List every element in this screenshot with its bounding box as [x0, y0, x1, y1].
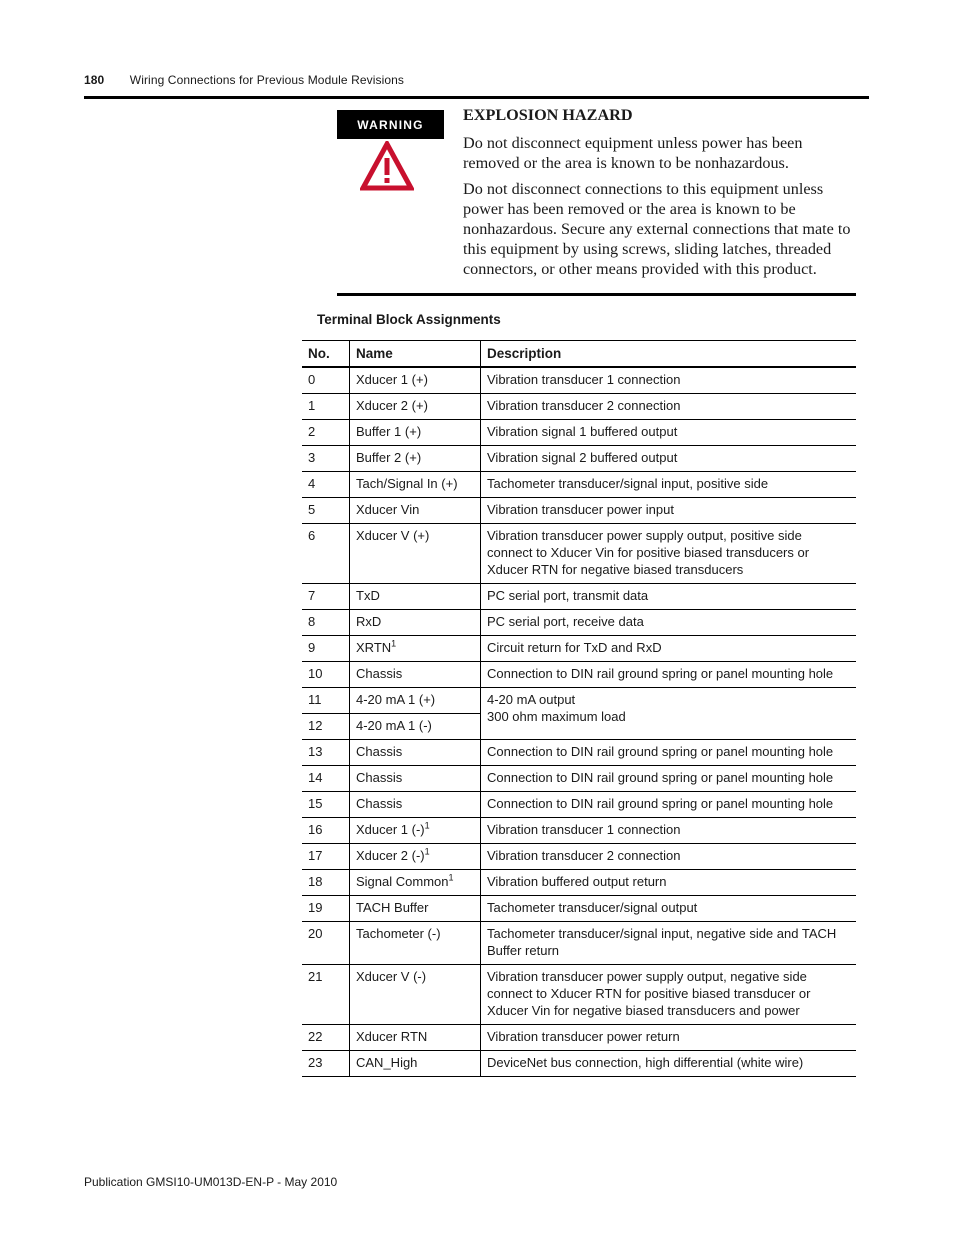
cell-no: 10	[302, 662, 350, 688]
cell-no: 14	[302, 766, 350, 792]
warning-title: EXPLOSION HAZARD	[463, 106, 633, 124]
column-header-description: Description	[481, 341, 857, 368]
table-row	[302, 844, 856, 870]
table-row	[302, 472, 856, 498]
cell-description: Vibration buffered output return	[481, 870, 857, 896]
terminal-name: Xducer 2 (-)	[356, 848, 425, 863]
cell-no: 12	[302, 714, 350, 740]
cell-name	[350, 870, 481, 896]
warning-text	[463, 105, 858, 285]
terminal-name: Xducer RTN	[356, 1029, 428, 1044]
table-row	[302, 818, 856, 844]
cell-name	[350, 766, 481, 792]
terminal-name: Xducer V (+)	[356, 528, 430, 543]
footnote-marker: 1	[448, 872, 454, 883]
cell-description: Circuit return for TxD and RxD	[481, 636, 857, 662]
table-row	[302, 610, 856, 636]
table-header-row	[302, 341, 856, 368]
warning-divider	[337, 293, 856, 296]
table-row	[302, 688, 856, 714]
cell-name	[350, 524, 481, 584]
cell-description: Vibration transducer 2 connection	[481, 394, 857, 420]
description-line: 4-20 mA output	[487, 692, 576, 707]
cell-name	[350, 636, 481, 662]
cell-no: 6	[302, 524, 350, 584]
cell-name	[350, 420, 481, 446]
table-row	[302, 367, 856, 394]
terminal-block-table	[302, 340, 856, 1077]
cell-description: Vibration signal 2 buffered output	[481, 446, 857, 472]
terminal-name: XRTN	[356, 640, 392, 655]
cell-no: 22	[302, 1025, 350, 1051]
terminal-name: Buffer 1 (+)	[356, 424, 422, 439]
cell-description: Vibration signal 1 buffered output	[481, 420, 857, 446]
cell-name	[350, 1051, 481, 1077]
cell-description: Connection to DIN rail ground spring or panel mounting hole	[481, 766, 857, 792]
warning-paragraph: Do not disconnect connections to this equipment unless power has been removed or the area is known to be nonhazardous. Secure any external connections that mate to this equipment by using screws, sliding latches, threaded connectors, or other means provided with this product.	[463, 179, 851, 279]
cell-no: 23	[302, 1051, 350, 1077]
table-row	[302, 662, 856, 688]
terminal-name: Chassis	[356, 770, 403, 785]
cell-description: Tachometer transducer/signal output	[481, 896, 857, 922]
terminal-name: Xducer 1 (+)	[356, 372, 428, 387]
table-row	[302, 792, 856, 818]
warning-paragraph: Do not disconnect equipment unless power has been removed or the area is known to be nonhazardous.	[463, 134, 803, 173]
page-number: 180	[84, 73, 105, 87]
cell-no: 17	[302, 844, 350, 870]
cell-name	[350, 610, 481, 636]
terminal-name: Chassis	[356, 666, 403, 681]
cell-no: 15	[302, 792, 350, 818]
cell-no: 4	[302, 472, 350, 498]
cell-no: 18	[302, 870, 350, 896]
cell-no: 8	[302, 610, 350, 636]
cell-no: 2	[302, 420, 350, 446]
cell-name	[350, 584, 481, 610]
table-row	[302, 524, 856, 584]
warning-badge: WARNING	[337, 110, 444, 139]
cell-description: Connection to DIN rail ground spring or panel mounting hole	[481, 740, 857, 766]
footnote-marker: 1	[391, 638, 397, 649]
table-row	[302, 922, 856, 965]
cell-name	[350, 792, 481, 818]
table-row	[302, 394, 856, 420]
header-divider	[84, 96, 869, 99]
table-row	[302, 584, 856, 610]
cell-description: Vibration transducer 1 connection	[481, 367, 857, 394]
terminal-name: Tach/Signal In (+)	[356, 476, 458, 491]
cell-description: Vibration transducer 1 connection	[481, 818, 857, 844]
cell-description: PC serial port, receive data	[481, 610, 857, 636]
terminal-name: Xducer V (-)	[356, 969, 427, 984]
column-header-no: No.	[302, 341, 350, 368]
cell-name	[350, 688, 481, 714]
terminal-name: Chassis	[356, 744, 403, 759]
cell-no: 13	[302, 740, 350, 766]
cell-no: 21	[302, 965, 350, 1025]
cell-no: 5	[302, 498, 350, 524]
terminal-name: Chassis	[356, 796, 403, 811]
cell-no: 19	[302, 896, 350, 922]
table-row	[302, 896, 856, 922]
cell-name	[350, 498, 481, 524]
column-header-name: Name	[350, 341, 481, 368]
table-row	[302, 636, 856, 662]
table-row	[302, 965, 856, 1025]
cell-description: DeviceNet bus connection, high differential (white wire)	[481, 1051, 857, 1077]
cell-description: Vibration transducer power supply output, negative side connect to Xducer RTN for positive biased transducer or Xducer Vin for negative biased transducers and power	[481, 965, 857, 1025]
cell-no: 0	[302, 367, 350, 394]
table-row	[302, 740, 856, 766]
cell-name	[350, 714, 481, 740]
publication-footer: Publication GMSI10-UM013D-EN-P - May 2010	[84, 1175, 338, 1189]
terminal-name: TxD	[356, 588, 380, 603]
footnote-marker: 1	[424, 846, 430, 857]
cell-description	[481, 688, 857, 740]
footnote-marker: 1	[424, 820, 430, 831]
cell-description: Tachometer transducer/signal input, positive side	[481, 472, 857, 498]
table-row	[302, 1025, 856, 1051]
table-row	[302, 870, 856, 896]
cell-name	[350, 740, 481, 766]
cell-name	[350, 446, 481, 472]
description-line: 300 ohm maximum load	[487, 709, 626, 724]
cell-name	[350, 367, 481, 394]
terminal-name: Signal Common	[356, 874, 449, 889]
cell-no: 20	[302, 922, 350, 965]
cell-name	[350, 844, 481, 870]
terminal-name: TACH Buffer	[356, 900, 429, 915]
warning-triangle-icon	[360, 141, 414, 191]
table-row	[302, 1051, 856, 1077]
page-header	[84, 73, 404, 87]
cell-name	[350, 394, 481, 420]
cell-no: 3	[302, 446, 350, 472]
cell-name	[350, 896, 481, 922]
cell-description: Connection to DIN rail ground spring or panel mounting hole	[481, 792, 857, 818]
cell-name	[350, 818, 481, 844]
terminal-name: 4-20 mA 1 (+)	[356, 692, 436, 707]
cell-no: 16	[302, 818, 350, 844]
cell-name	[350, 472, 481, 498]
table-row	[302, 766, 856, 792]
cell-name	[350, 922, 481, 965]
cell-description: Tachometer transducer/signal input, negative side and TACH Buffer return	[481, 922, 857, 965]
terminal-name: Xducer 2 (+)	[356, 398, 428, 413]
terminal-name: Buffer 2 (+)	[356, 450, 422, 465]
terminal-name: RxD	[356, 614, 382, 629]
cell-description: PC serial port, transmit data	[481, 584, 857, 610]
cell-description: Vibration transducer power input	[481, 498, 857, 524]
table-row	[302, 420, 856, 446]
cell-no: 11	[302, 688, 350, 714]
terminal-name: Xducer Vin	[356, 502, 420, 517]
table-row	[302, 446, 856, 472]
table-body	[302, 367, 856, 1077]
cell-name	[350, 662, 481, 688]
cell-description: Connection to DIN rail ground spring or panel mounting hole	[481, 662, 857, 688]
section-title: Wiring Connections for Previous Module Revisions	[129, 73, 405, 87]
cell-description: Vibration transducer power return	[481, 1025, 857, 1051]
cell-name	[350, 1025, 481, 1051]
terminal-name: 4-20 mA 1 (-)	[356, 718, 432, 733]
cell-description: Vibration transducer power supply output, positive side connect to Xducer Vin for positive biased transducers or Xducer RTN for negative biased transducers	[481, 524, 857, 584]
cell-no: 1	[302, 394, 350, 420]
terminal-name: Tachometer (-)	[356, 926, 441, 941]
terminal-name: Xducer 1 (-)	[356, 822, 425, 837]
terminal-name: CAN_High	[356, 1055, 418, 1070]
cell-description: Vibration transducer 2 connection	[481, 844, 857, 870]
cell-name	[350, 965, 481, 1025]
table-row	[302, 498, 856, 524]
table-title: Terminal Block Assignments	[317, 312, 501, 327]
cell-no: 7	[302, 584, 350, 610]
cell-no: 9	[302, 636, 350, 662]
